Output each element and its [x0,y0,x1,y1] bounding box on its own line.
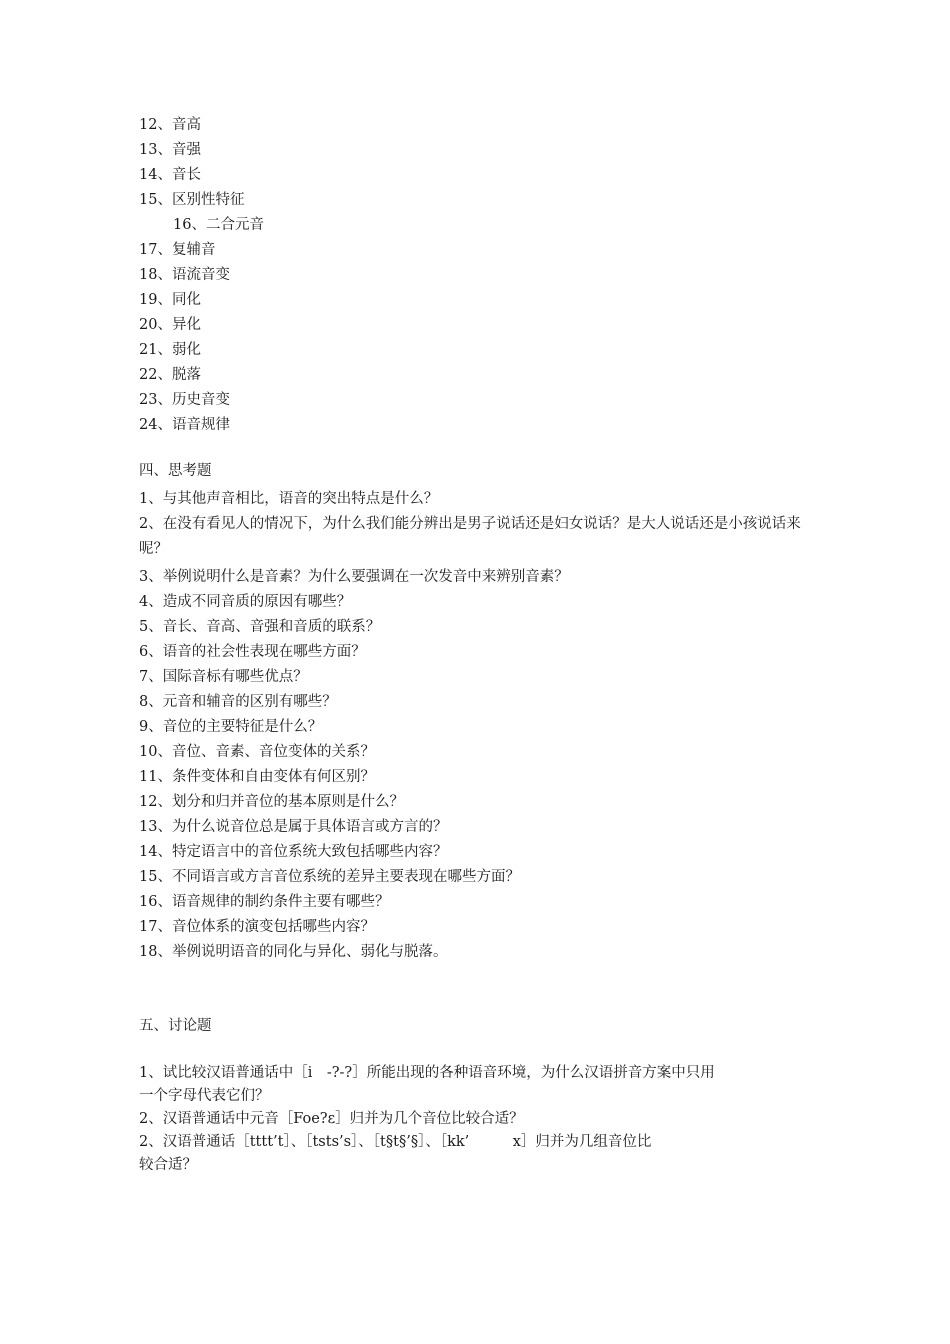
term-item: 12、音高 [139,117,201,133]
term-item: 24、语音规律 [139,417,230,433]
question-line: 1、试比较汉语普通话中［i -?-?］所能出现的各种语音环境，为什么汉语拼音方案中只用 [139,1065,715,1081]
term-item: 19、同化 [139,292,201,308]
term-item: 22、脱落 [139,367,201,383]
thinking-question-list [139,487,829,965]
question-line: 2、汉语普通话中元音［Foe?ε］归并为几个音位比较合适？ [139,1111,524,1127]
term-item: 13、音强 [139,142,201,158]
term-item: 18、语流音变 [139,267,230,283]
term-list [139,113,829,438]
question-item: 1、与其他声音相比，语音的突出特点是什么？ [139,491,439,507]
question-item: 9、音位的主要特征是什么？ [139,719,323,735]
term-item: 14、音长 [139,167,201,183]
question-item: 18、举例说明语音的同化与异化、弱化与脱落。 [139,944,448,960]
question-line: 一个字母代表它们？ [139,1088,270,1104]
question-item: 6、语音的社会性表现在哪些方面？ [139,644,366,660]
question-line: 2、汉语普通话［tttt’t］、［tsts’s］、［t§t§’§］、［kk’ x］归并为几组音位比 [139,1134,652,1150]
discussion-question-list [139,1062,829,1177]
question-item: 7、国际音标有哪些优点？ [139,669,308,685]
term-item: 16、二合元音 [173,217,264,233]
question-item: 11、条件变体和自由变体有何区别？ [139,769,375,785]
term-item: 17、复辅音 [139,242,216,258]
section-heading-discussion: 五、讨论题 [139,1018,212,1034]
term-item: 15、区别性特征 [139,192,245,208]
question-item: 15、不同语言或方言音位系统的差异主要表现在哪些方面？ [139,869,520,885]
term-item: 20、异化 [139,317,201,333]
question-item: 3、举例说明什么是音素？为什么要强调在一次发音中来辨别音素？ [139,569,569,585]
question-item: 16、语音规律的制约条件主要有哪些？ [139,894,390,910]
question-item: 13、为什么说音位总是属于具体语言或方言的？ [139,819,448,835]
term-item: 21、弱化 [139,342,201,358]
question-item: 5、音长、音高、音强和音质的联系？ [139,619,381,635]
question-item: 14、特定语言中的音位系统大致包括哪些内容？ [139,844,448,860]
question-item: 2、在没有看见人的情况下，为什么我们能分辨出是男子说话还是妇女说话？是大人说话还是小孩说话来呢？ [139,516,801,557]
question-item: 10、音位、音素、音位变体的关系？ [139,744,375,760]
section-heading-thinking: 四、思考题 [139,463,212,479]
question-item: 17、音位体系的演变包括哪些内容？ [139,919,375,935]
question-item: 4、造成不同音质的原因有哪些？ [139,594,352,610]
question-item: 8、元音和辅音的区别有哪些？ [139,694,337,710]
term-item: 23、历史音变 [139,392,230,408]
question-line: 较合适？ [139,1157,197,1173]
question-item: 12、划分和归并音位的基本原则是什么？ [139,794,404,810]
